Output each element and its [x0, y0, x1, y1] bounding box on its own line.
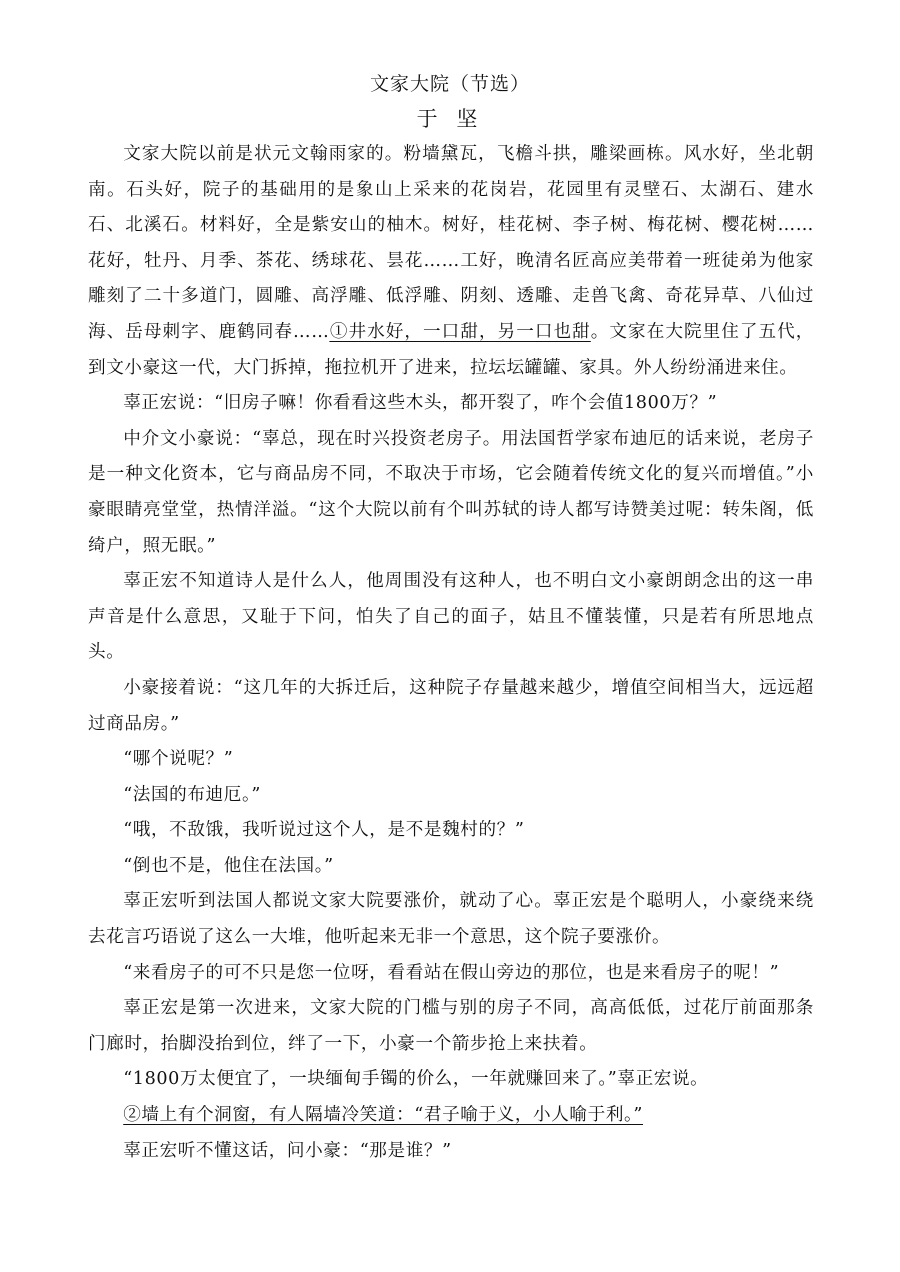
- paragraph-5: 小豪接着说：“这几年的大拆迁后，这种院子存量越来越少，增值空间相当大，远远超过商品房。”: [88, 677, 814, 734]
- paragraph-15: 辜正宏听不懂这话，问小豪：“那是谁？”: [123, 1140, 452, 1161]
- paragraph-4: 辜正宏不知道诗人是什么人，他周围没有这种人，也不明白文小豪朗朗念出的这一串声音是什么意思，又耻于下问，怕失了自己的面子，姑且不懂装懂，只是若有所思地点头。: [88, 571, 814, 663]
- article-author: 于 坚: [416, 107, 484, 131]
- article-title: 文家大院（节选）: [369, 73, 530, 95]
- paragraph-7: “法国的布迪厄。”: [123, 784, 261, 805]
- paragraph-13: “1800万太便宜了，一块缅甸手镯的价么，一年就赚回来了。”辜正宏说。: [123, 1069, 709, 1090]
- paragraph-14: [88, 1098, 814, 1134]
- paragraph-text: 文家大院以前是状元文翰雨家的。粉墙黛瓦，飞檐斗拱，雕梁画栋。风水好，坐北朝南。石头好，院子的基础用的是象山上采来的花岗岩，花园里有灵壁石、太湖石、建水石、北溪石。材料好，全是紫安山的柚木。树好，桂花树、李子树、梅花树、樱花树……花好，牡丹、月季、茶花、绣球花、昙花……工好，晚清名匠高应美带着一班徒弟为他家雕刻了二十多道门，圆雕、高浮雕、低浮雕、阴刻、透雕、走兽飞禽、奇花异草、八仙过海、岳母刺字、鹿鹤同春……: [88, 144, 814, 342]
- paragraph-11: “来看房子的可不只是您一位呀，看看站在假山旁边的那位，也是来看房子的呢！”: [123, 962, 780, 983]
- paragraph-text: 。文家在大院里住了五代，到文小豪这一代，大门拆掉，拖拉机开了进来，拉坛坛罐罐、家具。外人纷纷涌进来住。: [88, 321, 814, 378]
- paragraph-8: “哦，不敌饿，我听说过这个人，是不是魏村的？”: [123, 820, 525, 841]
- paragraph-6: “哪个说呢？”: [123, 749, 234, 770]
- article-body: [88, 137, 814, 1169]
- paragraph-3: 中介文小豪说：“辜总，现在时兴投资老房子。用法国哲学家布迪厄的话来说，老房子是一种文化资本，它与商品房不同，不取决于市场，它会随着传统文化的复兴而增值。”小豪眼睛亮堂堂，热情洋溢。“这个大院以前有个叫苏轼的诗人都写诗赞美过呢：转朱阁，低绮户，照无眠。”: [88, 428, 814, 556]
- underlined-sentence-2: ②墙上有个洞窗，有人隔墙冷笑道：“君子喻于义，小人喻于利。”: [123, 1105, 644, 1126]
- underlined-sentence-1: ①井水好，一口甜，另一口也甜: [329, 321, 591, 342]
- paragraph-10: 辜正宏听到法国人都说文家大院要涨价，就动了心。辜正宏是个聪明人，小豪绕来绕去花言巧语说了这么一大堆，他听起来无非一个意思，这个院子要涨价。: [88, 891, 814, 948]
- paragraph-1: [88, 137, 814, 386]
- paragraph-12: 辜正宏是第一次进来，文家大院的门槛与别的房子不同，高高低低，过花厅前面那条门廊时，抬脚没抬到位，绊了一下，小豪一个箭步抢上来扶着。: [88, 998, 814, 1054]
- paragraph-2: 辜正宏说：“旧房子嘛！你看看这些木头，都开裂了，咋个会值1800万？”: [123, 393, 718, 414]
- paragraph-9: “倒也不是，他住在法国。”: [123, 855, 334, 876]
